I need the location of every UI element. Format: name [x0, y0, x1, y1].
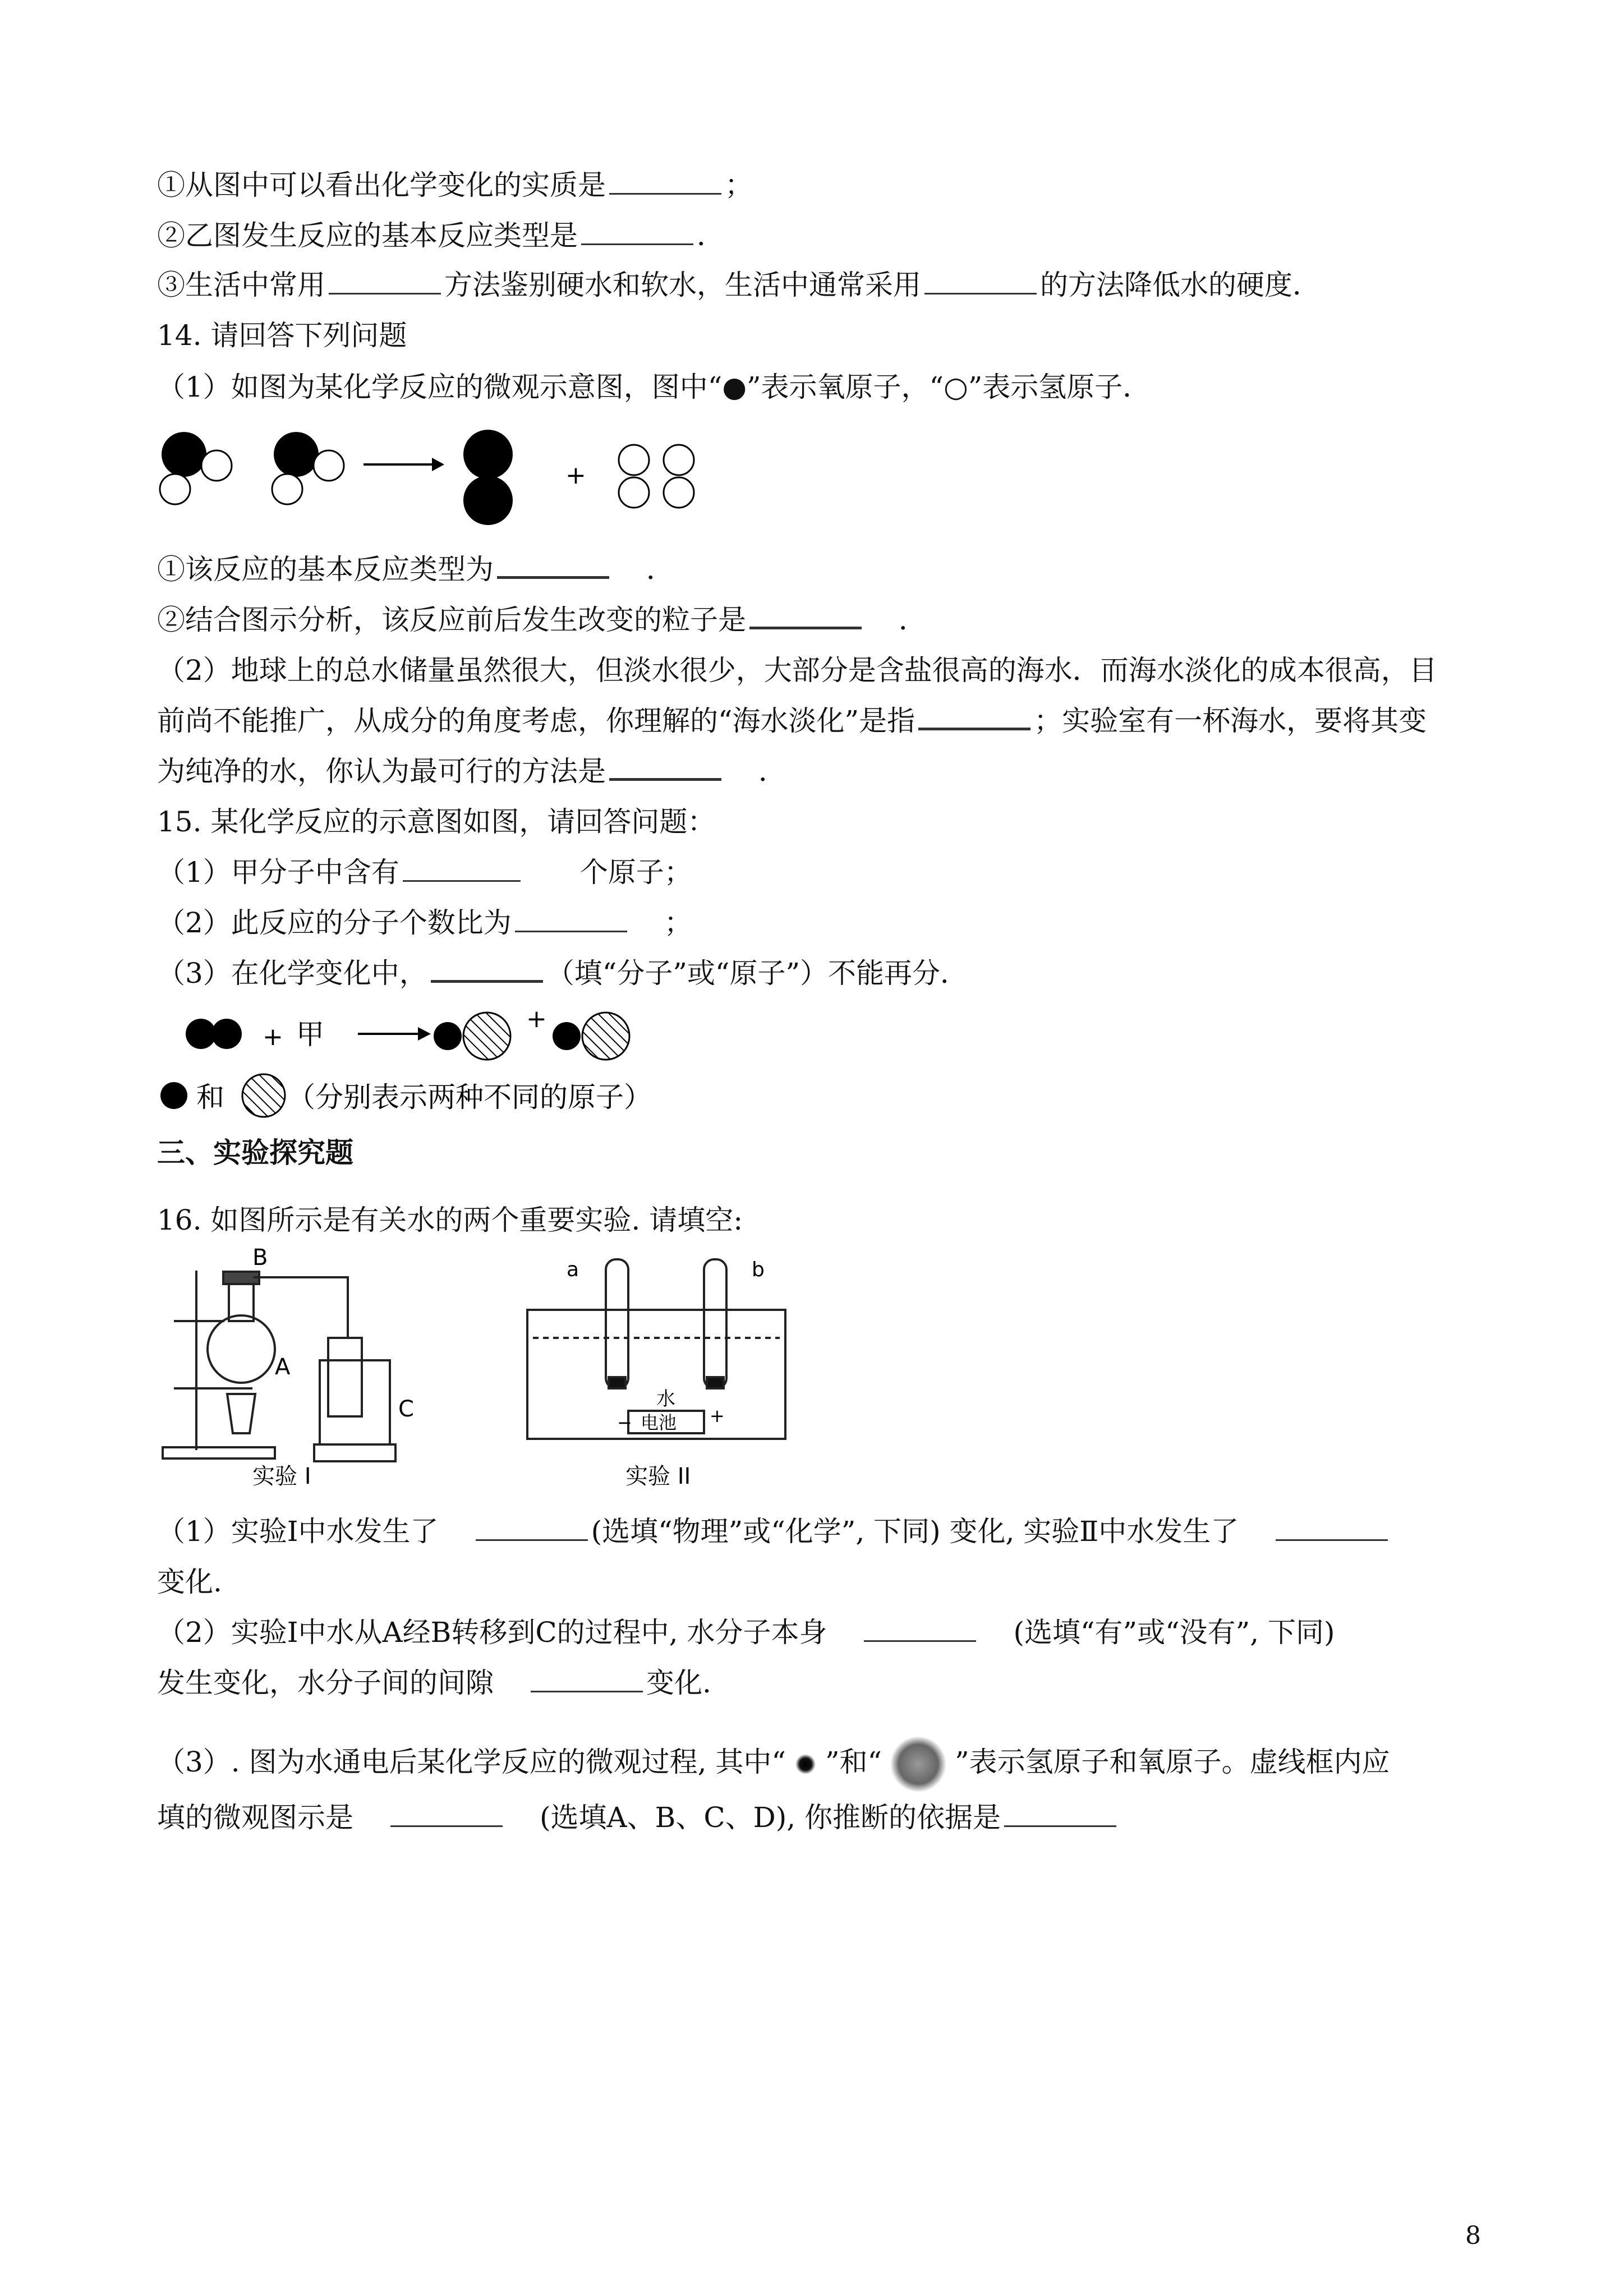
legend-description: （分别表示两种不同的原子） [287, 1081, 652, 1114]
answer-blank[interactable] [403, 880, 521, 882]
test-tube-a [606, 1259, 628, 1388]
reactant-molecule [186, 1019, 242, 1049]
answer-blank[interactable] [864, 1640, 976, 1642]
q14-title: 14. 请回答下列问题 [157, 319, 407, 352]
label-water: 水 [656, 1388, 675, 1410]
black-atom [186, 1019, 216, 1049]
molecule-jia-label: 甲 [296, 1018, 324, 1051]
q16-3-text-5: (选填A、B、C、D), 你推断的依据是 [540, 1801, 1001, 1834]
answer-blank[interactable] [609, 777, 721, 781]
page-number: 8 [1465, 2221, 1481, 2250]
black-atom [211, 1019, 242, 1049]
hydrogen-molecule-1 [619, 445, 649, 508]
hydrogen-atom [619, 445, 649, 475]
q16-2-line2 [157, 1666, 711, 1700]
hatched-atom [582, 1013, 629, 1060]
q16-2-text: （2）实验Ⅰ中水从A经B转移到C的过程中, 水分子本身 [157, 1616, 827, 1649]
q14-part1: （1）如图为某化学反应的微观示意图，图中“●”表示氧原子，“○”表示氢原子． [157, 371, 1151, 403]
q16-3-text: （3）. 图为水通电后某化学反应的微观过程, 其中“ [157, 1746, 786, 1778]
answer-blank[interactable] [497, 576, 609, 579]
product-molecule-2 [553, 1013, 629, 1060]
label-C: C [398, 1396, 414, 1422]
label-plus: + [710, 1405, 725, 1427]
hydrogen-atom [664, 445, 694, 475]
q14-i-text: ①该反应的基本反应类型为 [157, 553, 494, 586]
q15-reaction-diagram [180, 1007, 740, 1130]
q14-ii-end: ． [899, 604, 927, 636]
q13-3-text: ③生活中常用 [157, 269, 325, 301]
q15-3 [157, 956, 968, 990]
q15-1-text: （1）甲分子中含有 [157, 856, 399, 889]
hydrogen-atom-icon [786, 1745, 825, 1779]
label-minus: − [617, 1412, 632, 1433]
answer-blank[interactable] [924, 292, 1037, 295]
hydrogen-atom [160, 474, 190, 504]
plus-sign: + [565, 461, 586, 490]
q15-3-text: （3）在化学变化中， [157, 957, 427, 990]
answer-blank[interactable] [476, 1539, 588, 1541]
q15-2-end: ； [664, 907, 692, 939]
section-title: 三、实验探究题 [157, 1137, 353, 1169]
q15-1 [157, 855, 692, 889]
q16-2-end: 变化. [646, 1667, 711, 1699]
answer-blank[interactable] [1004, 1825, 1116, 1827]
label-A: A [275, 1354, 291, 1380]
answer-blank[interactable] [431, 979, 543, 983]
hydrogen-atom [314, 450, 344, 481]
electrode-a [609, 1377, 625, 1388]
plus-sign: + [263, 1023, 283, 1051]
hatched-atom [463, 1013, 510, 1060]
q16-2-text-2: (选填“有”或“没有”, 下同) [1013, 1616, 1335, 1649]
q13-1-end: ； [725, 169, 753, 201]
hatched-atom-legend [242, 1074, 285, 1117]
q13-line-1 [157, 168, 753, 202]
q13-3-text-2: 方法鉴别硬水和软水，生活中通常采用 [444, 269, 921, 301]
label-a: a [567, 1258, 579, 1281]
answer-blank[interactable] [918, 727, 1030, 730]
q16-2-text-3: 发生变化，水分子间的间隙 [157, 1667, 494, 1699]
hydrogen-atom [664, 477, 694, 508]
oxygen-molecule [463, 430, 513, 525]
answer-blank[interactable] [515, 930, 627, 932]
q14-part2-line1: （2）地球上的总水储量虽然很大，但淡水很少，大部分是含盐很高的海水．而海水淡化的成本很高，目 [157, 654, 1437, 687]
answer-blank[interactable] [329, 292, 441, 295]
q16-1-text-2: (选填“物理”或“化学”, 下同) 变化, 实验Ⅱ中水发生了 [591, 1515, 1239, 1548]
hydrogen-molecule-2 [664, 445, 694, 508]
q13-3-text-3: 的方法降低水的硬度． [1040, 269, 1321, 301]
q13-line-3 [157, 268, 1321, 302]
q16-3-line1 [157, 1733, 1390, 1795]
oxygen-atom [274, 432, 319, 477]
q14-2-end: ． [758, 755, 786, 788]
q15-2-text: （2）此反应的分子个数比为 [157, 907, 512, 939]
q13-line-2 [157, 219, 725, 252]
answer-blank[interactable] [390, 1825, 503, 1827]
answer-blank[interactable] [1276, 1539, 1388, 1541]
q16-title: 16. 如图所示是有关水的两个重要实验. 请填空: [157, 1204, 743, 1236]
q16-1-line1 [157, 1515, 1391, 1548]
q14-2-text: 前尚不能推广，从成分的角度考虑，你理解的“海水淡化”是指 [157, 705, 915, 737]
q16-1-text: （1）实验Ⅰ中水发生了 [157, 1515, 439, 1548]
q14-i-end: ． [646, 553, 674, 586]
electrode-b [707, 1377, 724, 1388]
beaker [320, 1360, 390, 1444]
q13-1-text: ①从图中可以看出化学变化的实质是 [157, 169, 606, 201]
product-molecule-1 [434, 1013, 510, 1060]
q16-experiment-diagram [157, 1245, 830, 1489]
q16-1-line2: 变化. [157, 1566, 222, 1598]
oxygen-atom-icon [882, 1733, 955, 1795]
caption-experiment-1: 实验 I [252, 1464, 311, 1489]
q16-3-text-4: 填的微观图示是 [157, 1801, 353, 1834]
lamp [227, 1394, 255, 1433]
q14-2-text-3: 为纯净的水，你认为最可行的方法是 [157, 755, 606, 788]
q16-2-line1 [157, 1616, 1335, 1649]
q13-2-end: ． [697, 219, 725, 252]
q14-reaction-diagram [151, 421, 712, 544]
oxygen-atom [463, 476, 513, 525]
answer-blank[interactable] [749, 626, 862, 629]
q14-i [157, 553, 674, 586]
q14-part2-line3 [157, 754, 786, 788]
black-atom [553, 1022, 581, 1050]
block [314, 1444, 395, 1461]
oxygen-atom [463, 430, 513, 479]
q15-2 [157, 906, 692, 940]
water-molecule-2 [272, 432, 344, 504]
q14-ii [157, 603, 927, 637]
q14-2-text-2: ；实验室有一杯海水，要将其变 [1034, 705, 1427, 737]
label-B: B [252, 1245, 268, 1271]
q14-part2-line2 [157, 704, 1427, 738]
test-tube-holder [328, 1338, 362, 1416]
q15-1-end: 个原子； [579, 856, 692, 889]
black-atom-legend [160, 1082, 187, 1109]
q15-3-text-2: （填“分子”或“原子”）不能再分． [546, 957, 969, 990]
hydrogen-atom [272, 474, 302, 504]
legend-he: 和 [196, 1081, 224, 1114]
reaction-arrow [364, 458, 444, 471]
q16-3-text-3: ”表示氢原子和氧原子。虚线框内应 [955, 1746, 1390, 1778]
oxygen-atom [162, 432, 206, 477]
water-molecule-1 [160, 432, 232, 504]
flask [208, 1315, 275, 1383]
label-battery: 电池 [641, 1412, 677, 1433]
q16-3-text-2: ”和“ [825, 1746, 882, 1778]
q13-2-text: ②乙图发生反应的基本反应类型是 [157, 219, 578, 252]
label-b: b [752, 1258, 765, 1281]
answer-blank[interactable] [581, 243, 693, 245]
answer-blank[interactable] [531, 1690, 643, 1692]
plus-sign: + [526, 1005, 547, 1033]
q16-3-line2 [157, 1801, 1120, 1834]
hydrogen-atom [619, 477, 649, 508]
q15-title: 15. 某化学反应的示意图如图，请回答问题： [157, 806, 716, 838]
black-atom [434, 1022, 462, 1050]
q14-ii-text: ②结合图示分析，该反应前后发生改变的粒子是 [157, 604, 746, 636]
stand-base [163, 1447, 275, 1458]
reaction-arrow [358, 1027, 431, 1041]
caption-experiment-2: 实验 II [625, 1464, 691, 1489]
hydrogen-atom [201, 450, 232, 481]
test-tube-b [704, 1259, 726, 1388]
legend [160, 1074, 652, 1117]
answer-blank[interactable] [609, 192, 721, 195]
